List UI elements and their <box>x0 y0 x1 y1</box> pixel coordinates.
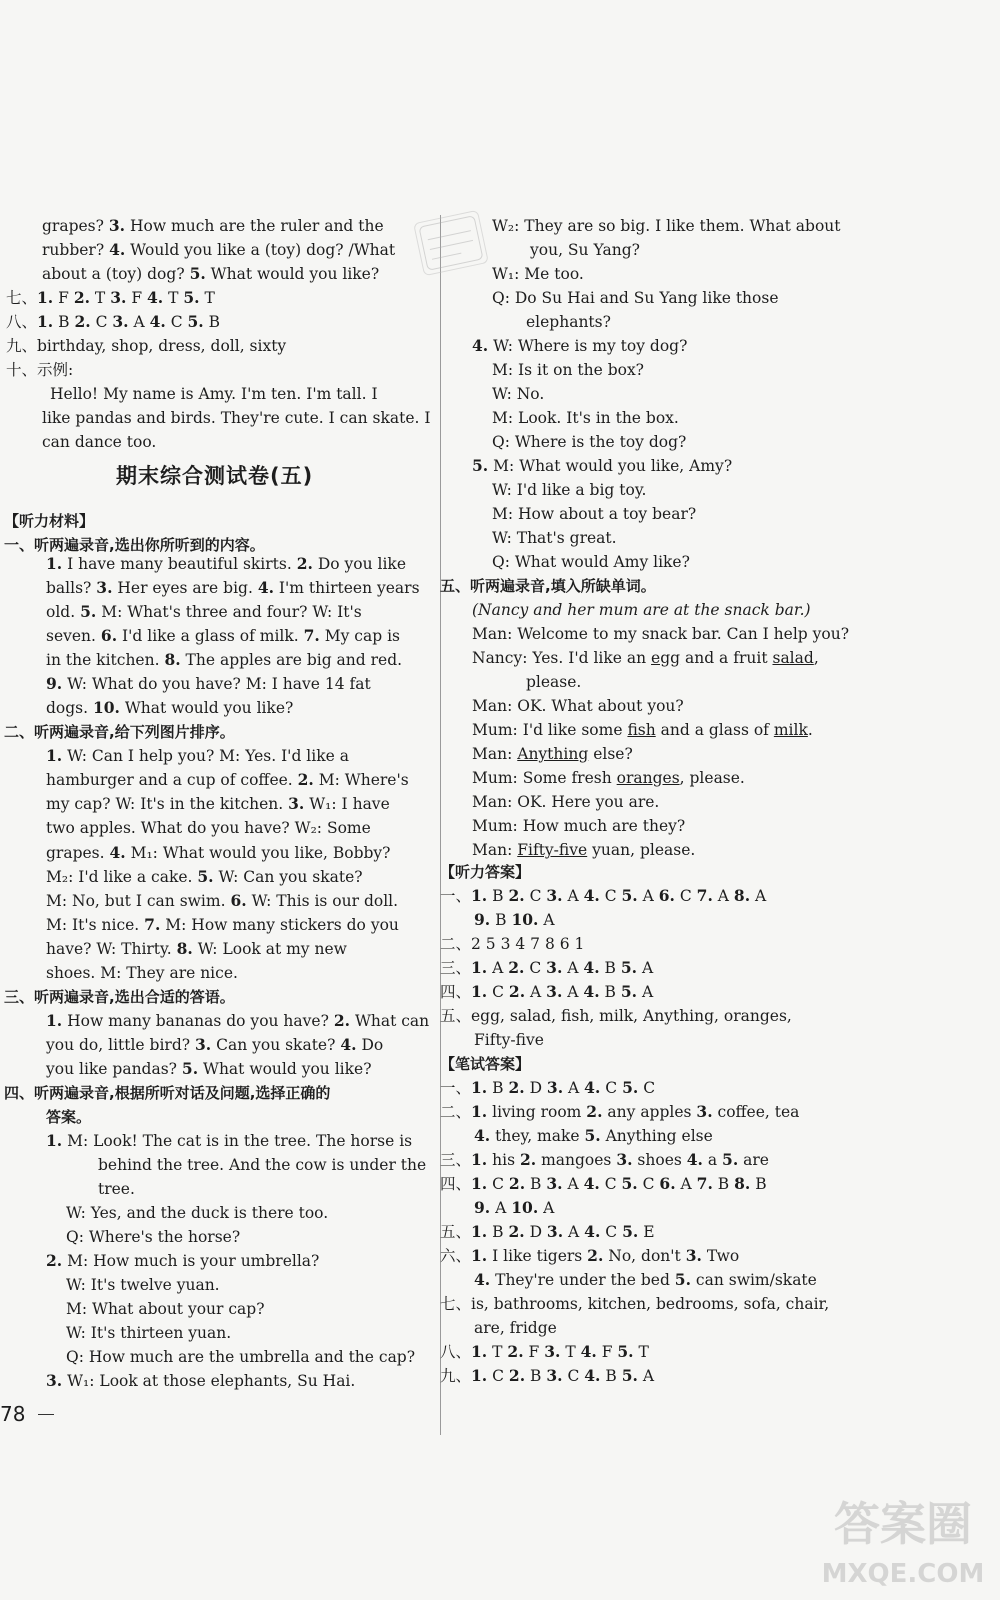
answer-line: 十、示例: <box>6 361 74 379</box>
text-line: 1. I have many beautiful skirts. 2. Do you like <box>46 554 406 573</box>
text-line: seven. 6. I'd like a glass of milk. 7. My cap is <box>46 626 400 645</box>
section-label: 二、听两遍录音,给下列图片排序。 <box>4 723 235 741</box>
context-note: (Nancy and her mum are at the snack bar.) <box>472 601 811 619</box>
answer-line: 八、1. B 2. C 3. A 4. C 5. B <box>6 312 221 331</box>
dialog-line: Man: OK. Here you are. <box>472 793 660 811</box>
dialog-line: W₂: They are so big. I like them. What about <box>492 217 841 235</box>
dialog-line: W: Yes, and the duck is there too. <box>66 1204 329 1222</box>
answer-line: 三、1. his 2. mangoes 3. shoes 4. a 5. are <box>440 1150 769 1169</box>
answer-line: 六、1. I like tigers 2. No, don't 3. Two <box>440 1246 740 1265</box>
dialog-line: W: It's thirteen yuan. <box>66 1324 232 1342</box>
dialog-line: you, Su Yang? <box>530 241 640 259</box>
dialog-line: 3. W₁: Look at those elephants, Su Hai. <box>46 1371 356 1390</box>
answer-line: 4. They're under the bed 5. can swim/skate <box>474 1270 817 1289</box>
answer-line: are, fridge <box>474 1319 557 1337</box>
dialog-line: Mum: How much are they? <box>472 817 686 835</box>
answer-line: 三、1. A 2. C 3. A 4. B 5. A <box>440 958 654 977</box>
answer-line: 一、1. B 2. C 3. A 4. C 5. A 6. C 7. A 8. A <box>440 886 767 905</box>
text-line: grapes. 4. M₁: What would you like, Bobby? <box>46 843 391 862</box>
dialog-line: 1. M: Look! The cat is in the tree. The horse is <box>46 1131 413 1150</box>
dialog-line: M: Is it on the box? <box>492 361 644 379</box>
section-label: 【听力材料】 <box>4 512 95 530</box>
dialog-line: W: I'd like a big toy. <box>492 481 647 499</box>
text-line: hamburger and a cup of coffee. 2. M: Where's <box>46 770 409 789</box>
dialog-line: Man: OK. What about you? <box>472 697 684 715</box>
dialog-line: M: What about your cap? <box>66 1300 265 1318</box>
section-label: 五、听两遍录音,填入所缺单词。 <box>440 577 656 595</box>
section-label: 四、听两遍录音,根据所听对话及问题,选择正确的 <box>4 1084 331 1102</box>
text-line: balls? 3. Her eyes are big. 4. I'm thirteen years <box>46 578 420 597</box>
answer-line: Fifty-five <box>474 1031 544 1049</box>
section-label: 【听力答案】 <box>440 863 531 881</box>
text-line: dogs. 10. What would you like? <box>46 698 294 717</box>
dialog-line: 2. M: How much is your umbrella? <box>46 1251 320 1270</box>
text-line: you like pandas? 5. What would you like? <box>46 1059 372 1078</box>
dialog-line: Q: How much are the umbrella and the cap? <box>66 1348 416 1366</box>
text-line: 9. W: What do you have? M: I have 14 fat <box>46 674 371 693</box>
answer-line: 二、1. living room 2. any apples 3. coffee, tea <box>440 1102 800 1121</box>
section-label: 一、听两遍录音,选出你所听到的内容。 <box>4 536 265 554</box>
dialog-line: Q: Do Su Hai and Su Yang like those <box>492 289 779 307</box>
dialog-line: Nancy: Yes. I'd like an egg and a fruit salad, <box>472 649 819 667</box>
answer-line: 九、1. C 2. B 3. C 4. B 5. A <box>440 1366 655 1385</box>
text-line: shoes. M: They are nice. <box>46 964 238 982</box>
text-line: M: No, but I can swim. 6. W: This is our doll. <box>46 891 399 910</box>
exam-title: 期末综合测试卷(五) <box>116 464 314 488</box>
dialog-line: please. <box>526 673 582 691</box>
watermark-text: 答案圈 <box>834 1497 972 1551</box>
text-line: my cap? W: It's in the kitchen. 3. W₁: I have <box>46 794 390 813</box>
answer-line: 四、1. C 2. A 3. A 4. B 5. A <box>440 982 654 1001</box>
dialog-line: Q: Where is the toy dog? <box>492 433 687 451</box>
dialog-line: 5. M: What would you like, Amy? <box>472 456 733 475</box>
text-line: about a (toy) dog? 5. What would you like? <box>42 264 380 283</box>
text-line: M₂: I'd like a cake. 5. W: Can you skate? <box>46 867 363 886</box>
answer-line: 一、1. B 2. D 3. A 4. C 5. C <box>440 1078 656 1097</box>
answer-line: 八、1. T 2. F 3. T 4. F 5. T <box>440 1342 649 1361</box>
dialog-line: Q: Where's the horse? <box>66 1228 241 1246</box>
answer-line: 七、is, bathrooms, kitchen, bedrooms, sofa, chair, <box>440 1295 830 1313</box>
answer-line: 4. they, make 5. Anything else <box>474 1126 713 1145</box>
text-line: 1. How many bananas do you have? 2. What can <box>46 1011 430 1030</box>
answer-line: 五、egg, salad, fish, milk, Anything, oranges, <box>440 1007 792 1025</box>
dialog-line: 4. W: Where is my toy dog? <box>472 336 688 355</box>
text-line: 1. W: Can I help you? M: Yes. I'd like a <box>46 746 349 765</box>
page-number-dash <box>38 1414 54 1415</box>
dialog-line: W: That's great. <box>492 529 617 547</box>
dialog-line: M: Look. It's in the box. <box>492 409 679 427</box>
text-line: rubber? 4. Would you like a (toy) dog? /What <box>42 240 396 259</box>
page-number: 78 <box>0 1402 26 1426</box>
text-line: have? W: Thirty. 8. W: Look at my new <box>46 939 347 958</box>
dialog-line: Man: Fifty-five yuan, please. <box>472 841 696 859</box>
stamp-mark <box>413 210 489 277</box>
answer-line: 四、1. C 2. B 3. A 4. C 5. C 6. A 7. B 8. B <box>440 1174 767 1193</box>
answer-line: 9. A 10. A <box>474 1198 555 1217</box>
answer-line: 二、2 5 3 4 7 8 6 1 <box>440 935 585 953</box>
text-line: grapes? 3. How much are the ruler and the <box>42 216 384 235</box>
text-line: two apples. What do you have? W₂: Some <box>46 819 371 837</box>
dialog-line: Man: Anything else? <box>472 745 633 763</box>
answer-line: 七、1. F 2. T 3. F 4. T 5. T <box>6 288 215 307</box>
example-line: can dance too. <box>42 433 157 451</box>
example-line: like pandas and birds. They're cute. I can skate. I <box>42 409 431 427</box>
answer-line: 9. B 10. A <box>474 910 555 929</box>
dialog-line: M: How about a toy bear? <box>492 505 697 523</box>
dialog-line: behind the tree. And the cow is under the <box>98 1156 427 1174</box>
answer-line: 九、birthday, shop, dress, doll, sixty <box>6 337 287 355</box>
dialog-line: elephants? <box>526 313 611 331</box>
section-label: 答案。 <box>46 1108 92 1126</box>
dialog-line: W: No. <box>492 385 545 403</box>
dialog-line: W₁: Me too. <box>492 265 584 283</box>
dialog-line: W: It's twelve yuan. <box>66 1276 220 1294</box>
text-line: M: It's nice. 7. M: How many stickers do you <box>46 915 399 934</box>
section-label: 【笔试答案】 <box>440 1055 531 1073</box>
dialog-line: Mum: Some fresh oranges, please. <box>472 769 745 787</box>
watermark-logo <box>815 1478 990 1593</box>
section-label: 三、听两遍录音,选出合适的答语。 <box>4 988 235 1006</box>
text-line: you do, little bird? 3. Can you skate? 4. Do <box>46 1035 384 1054</box>
answer-line: 五、1. B 2. D 3. A 4. C 5. E <box>440 1222 655 1241</box>
watermark-url: MXQE.COM <box>821 1559 985 1589</box>
text-line: old. 5. M: What's three and four? W: It's <box>46 602 362 621</box>
dialog-line: tree. <box>98 1180 135 1198</box>
dialog-line: Mum: I'd like some fish and a glass of milk. <box>472 721 813 739</box>
dialog-line: Q: What would Amy like? <box>492 553 690 571</box>
example-line: Hello! My name is Amy. I'm ten. I'm tall. I <box>50 385 378 403</box>
text-line: in the kitchen. 8. The apples are big and red. <box>46 650 403 669</box>
dialog-line: Man: Welcome to my snack bar. Can I help you? <box>472 625 850 643</box>
